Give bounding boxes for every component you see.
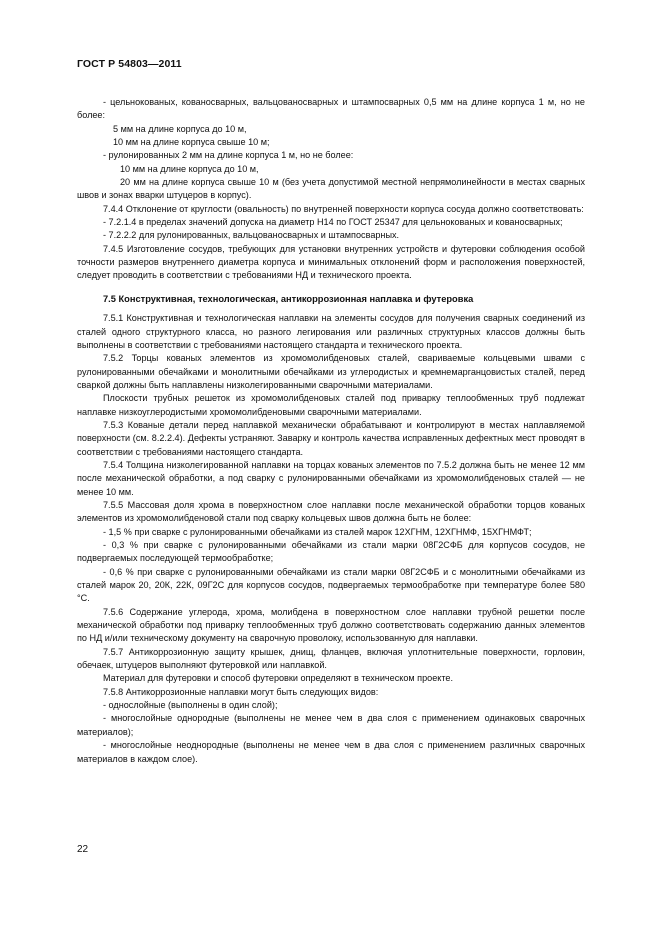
paragraph: 5 мм на длине корпуса до 10 м, xyxy=(113,123,247,134)
paragraph: 7.5.3 Кованые детали перед наплавкой механически обрабатывают и контролируют в местах наплавляемой поверхности (см. 8.2.2.4). Дефекты устраняют. Заварку и контроль качества исправленных дефектных мест проводят в соответствии с требованиями настоящего стандарта. xyxy=(77,419,585,457)
paragraph: - 1,5 % при сварке с рулонированными обечайками из сталей марок 12ХГНМ, 12ХГНМФ, 15ХГНМФТ; xyxy=(103,526,532,537)
page-number: 22 xyxy=(77,844,89,855)
paragraph: - 7.2.1.4 в пределах значений допуска на диаметр Н14 по ГОСТ 25347 для цельнокованых и кованосварных; xyxy=(103,217,563,228)
paragraph: 7.5.4 Толщина низколегированной наплавки на торцах кованых элементов по 7.5.2 должна быть не менее 12 мм после механической обработки, а под сварку с рулонированными обечайками из хромомолибденовых сталей — не менее 10 мм. xyxy=(77,459,585,497)
paragraph: - 7.2.2.2 для рулонированных, вальцованосварных и штампосварных. xyxy=(103,230,400,241)
paragraph: - 0,6 % при сварке с рулонированными обечайками из стали марки 08Г2СФБ и с монолитными обечайками из сталей марок 20, 20К, 22К, 09Г2С для корпусов сосудов, подвергаемых термообработке при температуре более 580 °С. xyxy=(77,566,585,604)
paragraph: 7.4.4 Отклонение от круглости (овальность) по внутренней поверхности корпуса сосуда должно соответствовать: xyxy=(103,203,584,214)
paragraph: 7.5.2 Торцы кованых элементов из хромомолибденовых сталей, свариваемые кольцевыми швами с рулонированными обечайками и монолитными обечайками из углеродистых и кремнемарганцовистых сталей, перед сваркой должны быть наплавлены низколегированными сварочными материалами. xyxy=(77,353,585,390)
paragraph: Плоскости трубных решеток из хромомолибденовых сталей под приварку теплообменных труб подлежат наплавке низкоуглеродистыми хромомолибденовыми сварочными материалами. xyxy=(77,393,585,417)
paragraph: - многослойные однородные (выполнены не менее чем в два слоя с применением одинаковых сварочных материалов); xyxy=(77,713,585,737)
paragraph: - цельнокованых, кованосварных, вальцованосварных и штампосварных 0,5 мм на длине корпуса 1 м, но не более: xyxy=(77,97,585,121)
paragraph: 7.4.5 Изготовление сосудов, требующих для установки внутренних устройств и футеровки соблюдения особой точности размеров внутреннего диаметра корпуса и минимальных отклонений форм и расположения поверхностей, следует проводить в соответствии с требованиями НД и технического проекта. xyxy=(77,243,585,281)
page-body xyxy=(77,96,585,766)
paragraph: 7.5.7 Антикоррозионную защиту крышек, днищ, фланцев, включая уплотнительные поверхности, горловин, обечаек, штуцеров выполняют футеровкой или наплавкой. xyxy=(77,646,585,671)
paragraph: 7.5.8 Антикоррозионные наплавки могут быть следующих видов: xyxy=(103,686,379,697)
paragraph: Материал для футеровки и способ футеровки определяют в техническом проекте. xyxy=(103,673,453,684)
paragraph: 10 мм на длине корпуса до 10 м, xyxy=(120,163,259,174)
paragraph: 10 мм на длине корпуса свыше 10 м; xyxy=(113,137,270,148)
paragraph: 7.5.6 Содержание углерода, хрома, молибдена в поверхностном слое наплавки трубной решетки после механической обработки под приварку теплообменных труб должно соответствовать содержанию данных элементов по НД и/или техническому документу на сварочную проволоку, использованную для наплавки. xyxy=(77,606,585,644)
paragraph: 7.5.5 Массовая доля хрома в поверхностном слое наплавки после механической обработки торцов кованых элементов из хромомолибденовой стали под сварку кольцевых швов должна быть не более: xyxy=(77,499,585,524)
paragraph: 20 мм на длине корпуса свыше 10 м (без учета допустимой местной непрямолинейности в местах сварных швов и зонах вварки штуцеров в корпус). xyxy=(77,177,585,201)
paragraph: - рулонированных 2 мм на длине корпуса 1 м, но не более: xyxy=(103,150,354,161)
section-title: 7.5 Конструктивная, технологическая, антикоррозионная наплавка и футеровка xyxy=(103,293,474,304)
paragraph: 7.5.1 Конструктивная и технологическая наплавки на элементы сосудов для получения сварных соединений из сталей одного структурного класса, но разного легирования или различных структурных классов должны быть выполнены в соответствии с требованиями настоящего стандарта и технического проекта. xyxy=(77,313,585,350)
page-header: ГОСТ Р 54803—2011 xyxy=(77,58,182,70)
paragraph: - многослойные неоднородные (выполнены не менее чем в два слоя с применением различных сварочных материалов в каждом слое). xyxy=(77,740,585,764)
paragraph: - однослойные (выполнены в один слой); xyxy=(103,700,278,711)
paragraph: - 0,3 % при сварке с рулонированными обечайками из стали марки 08Г2СФБ для корпусов сосудов, не подвергаемых последующей термообработке; xyxy=(77,540,585,564)
